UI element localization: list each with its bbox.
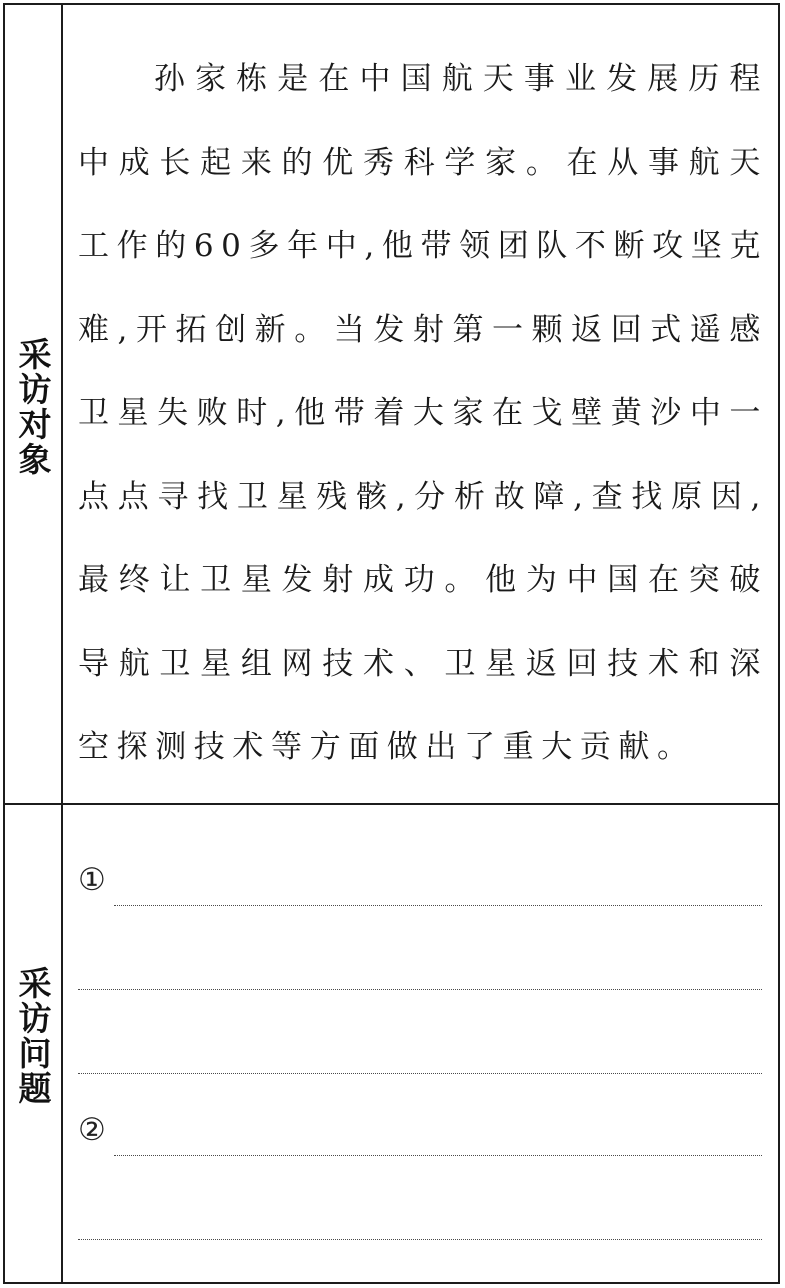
interview-questions-content-cell [63, 805, 778, 1282]
interview-questions-row [5, 805, 778, 1282]
interview-subject-row [5, 5, 778, 805]
question-2-answer-line[interactable] [114, 1155, 762, 1156]
question-2-answer-line-continued[interactable] [78, 1239, 762, 1240]
question-1-answer-line-continued[interactable] [78, 989, 762, 990]
interview-subject-content-cell [63, 5, 778, 803]
interview-subject-passage: 孙家栋是在中国航天事业发展历程中成长起来的优秀科学家。在从事航天工作的60多年中,他带领团队不断攻坚克难,开拓创新。当发射第一颗返回式遥感卫星失败时,他带着大家在戈壁黄沙中一点点寻找卫星残骸,分析故障,查找原因,最终让卫星发射成功。他为中国在突破导航卫星组网技术、卫星返回技术和深空探测技术等方面做出了重大贡献。 [78, 61, 768, 765]
question-1-answer-line[interactable] [114, 905, 762, 906]
question-1-marker: ① [78, 862, 106, 898]
question-2-marker: ② [78, 1112, 106, 1148]
interview-subject-label: 采访对象 [13, 337, 53, 477]
interview-questions-label: 采访问题 [13, 965, 53, 1106]
question-1-answer-line-continued[interactable] [78, 1073, 762, 1074]
interview-subject-label-cell [5, 5, 63, 803]
interview-table [3, 3, 780, 1284]
interview-questions-label-cell [5, 805, 63, 1282]
